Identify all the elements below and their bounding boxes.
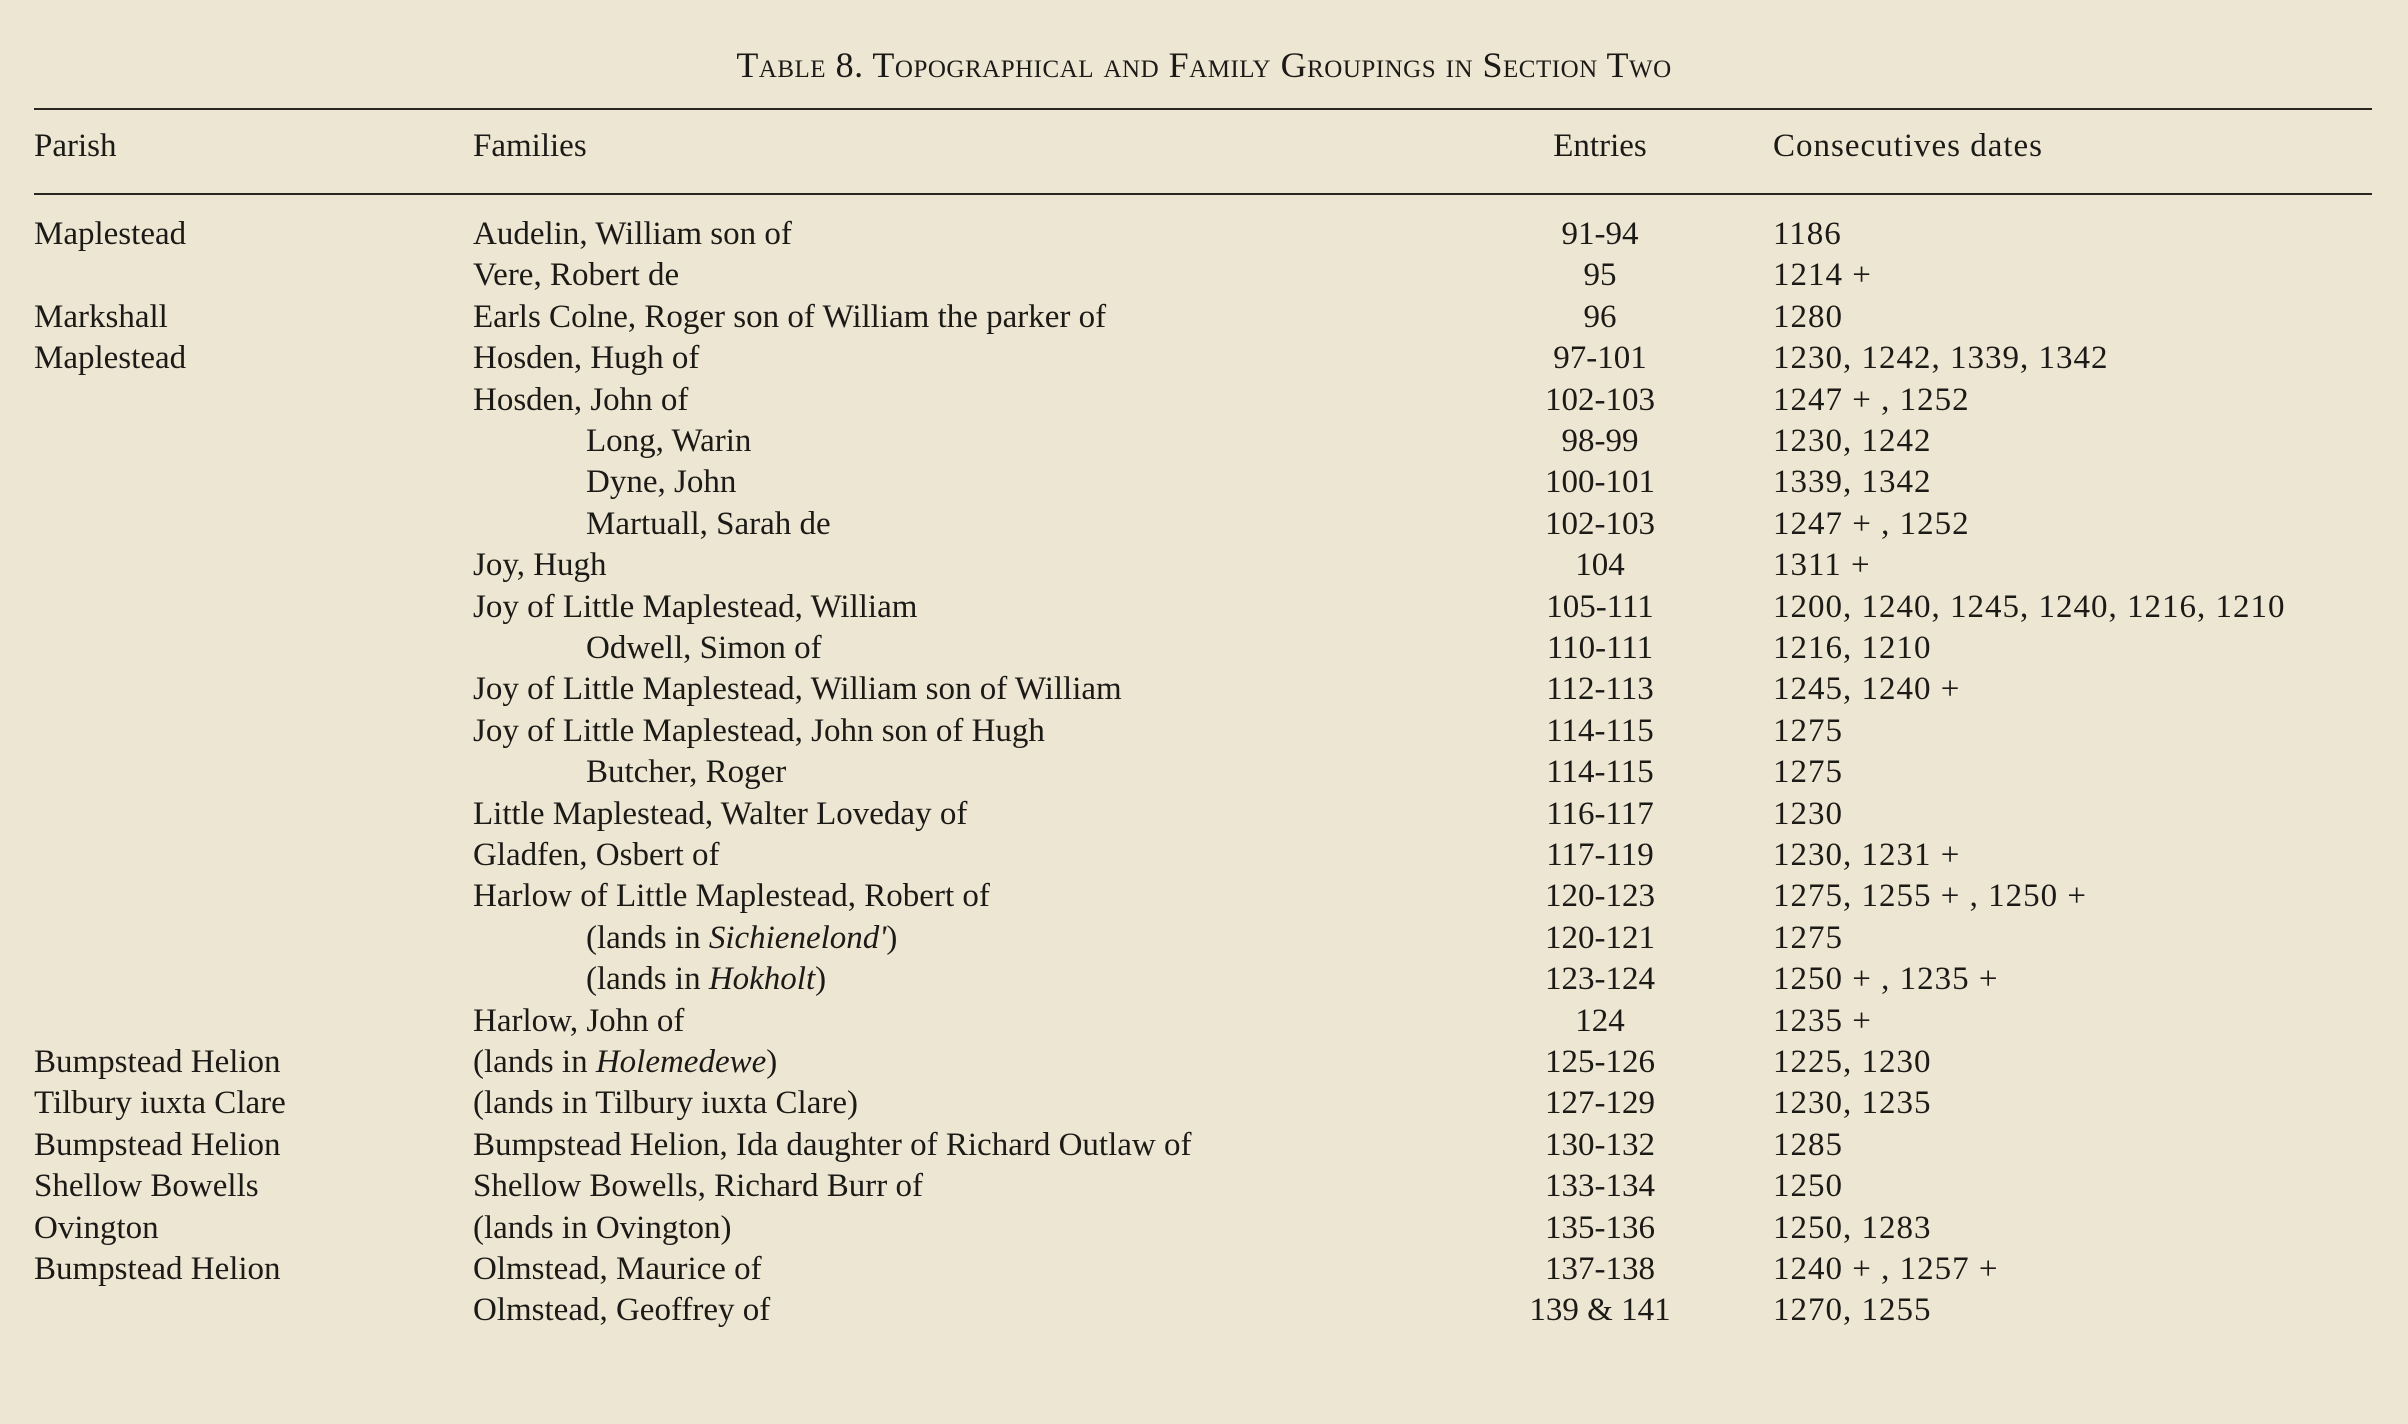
dates-cell: 1275, 1255 + , 1250 +	[1773, 878, 2087, 914]
family-text: Joy of Little Maplestead, William son of William	[473, 671, 1122, 707]
family-cell	[473, 547, 607, 584]
header-parish: Parish	[34, 128, 117, 164]
family-cell	[473, 382, 688, 419]
family-cell	[473, 257, 679, 294]
family-cell	[473, 1003, 684, 1040]
family-text-end: )	[886, 920, 898, 956]
family-text: Earls Colne, Roger son of William the parker of	[473, 299, 1107, 335]
dates-cell: 1230, 1242, 1339, 1342	[1773, 340, 2109, 376]
parish-cell: Maplestead	[34, 340, 187, 376]
family-text: (lands in Ovington)	[473, 1210, 732, 1246]
entries-cell: 120-123	[1545, 878, 1655, 914]
family-text: Martuall, Sarah de	[586, 506, 831, 542]
entries-cell: 117-119	[1546, 837, 1654, 873]
parish-cell: Bumpstead Helion	[34, 1044, 281, 1080]
entries-cell: 124	[1575, 1003, 1625, 1039]
dates-cell: 1200, 1240, 1245, 1240, 1216, 1210	[1773, 589, 2286, 625]
entries-cell: 123-124	[1545, 961, 1655, 997]
dates-cell: 1250 + , 1235 +	[1773, 961, 1999, 997]
family-cell	[473, 1168, 923, 1205]
dates-cell: 1216, 1210	[1773, 630, 1932, 666]
header-families: Families	[473, 128, 587, 164]
entries-cell: 135-136	[1545, 1210, 1655, 1246]
family-cell	[586, 464, 736, 501]
dates-cell: 1275	[1773, 920, 1843, 956]
family-text: Audelin, William son of	[473, 216, 792, 252]
family-text: Gladfen, Osbert of	[473, 837, 720, 873]
header-rule	[34, 193, 2372, 195]
family-cell	[473, 878, 990, 915]
family-cell	[473, 837, 720, 874]
family-text: Joy of Little Maplestead, John son of Hugh	[473, 713, 1045, 749]
family-text: Vere, Robert de	[473, 257, 680, 293]
family-text: Hosden, Hugh of	[473, 340, 700, 376]
dates-cell: 1275	[1773, 713, 1843, 749]
entries-cell: 130-132	[1545, 1127, 1655, 1163]
family-text: Joy, Hugh	[473, 547, 607, 583]
family-cell	[473, 299, 1106, 336]
entries-cell: 139 & 141	[1529, 1292, 1671, 1328]
family-text: Dyne, John	[586, 464, 737, 500]
dates-cell: 1245, 1240 +	[1773, 671, 1961, 707]
family-cell	[473, 1044, 777, 1081]
dates-cell: 1275	[1773, 754, 1843, 790]
parish-cell: Bumpstead Helion	[34, 1251, 281, 1287]
family-place-name: Hokholt	[708, 961, 816, 997]
dates-cell: 1186	[1773, 216, 1842, 252]
family-cell	[473, 796, 967, 833]
dates-cell: 1285	[1773, 1127, 1843, 1163]
family-text: Bumpstead Helion, Ida daughter of Richard Outlaw of	[473, 1127, 1192, 1163]
family-text-end: )	[815, 961, 827, 997]
dates-cell: 1339, 1342	[1773, 464, 1932, 500]
family-text: (lands in	[586, 961, 709, 997]
dates-cell: 1235 +	[1773, 1003, 1872, 1039]
family-cell	[473, 671, 1122, 708]
family-cell	[473, 216, 792, 253]
family-text: Harlow, John of	[473, 1003, 685, 1039]
parish-cell: Maplestead	[34, 216, 187, 252]
entries-cell: 110-111	[1546, 630, 1654, 666]
entries-cell: 112-113	[1546, 671, 1654, 707]
dates-cell: 1311 +	[1773, 547, 1871, 583]
dates-cell: 1214 +	[1773, 257, 1872, 293]
family-text: (lands in	[586, 920, 709, 956]
family-text: Hosden, John of	[473, 382, 689, 418]
parish-cell: Shellow Bowells	[34, 1168, 259, 1204]
dates-cell: 1250	[1773, 1168, 1843, 1204]
parish-cell: Tilbury iuxta Clare	[34, 1085, 286, 1121]
entries-cell: 95	[1583, 257, 1617, 293]
entries-cell: 127-129	[1545, 1085, 1655, 1121]
parish-cell: Bumpstead Helion	[34, 1127, 281, 1163]
family-text-end: )	[766, 1044, 778, 1080]
family-cell	[473, 713, 1045, 750]
family-text: Olmstead, Maurice of	[473, 1251, 762, 1287]
entries-cell: 97-101	[1553, 340, 1647, 376]
entries-cell: 133-134	[1545, 1168, 1655, 1204]
family-cell	[473, 340, 699, 377]
family-cell	[473, 1210, 731, 1247]
entries-cell: 96	[1583, 299, 1617, 335]
family-cell	[586, 423, 751, 460]
family-text: Olmstead, Geoffrey of	[473, 1292, 771, 1328]
dates-cell: 1230	[1773, 796, 1843, 832]
family-cell	[586, 961, 826, 998]
entries-cell: 105-111	[1546, 589, 1654, 625]
table-title: Table 8. Topographical and Family Groupings in Section Two	[736, 45, 1672, 85]
family-cell	[473, 1251, 762, 1288]
family-cell	[586, 630, 822, 667]
family-text: Odwell, Simon of	[586, 630, 822, 666]
entries-cell: 102-103	[1545, 506, 1655, 542]
entries-cell: 102-103	[1545, 382, 1655, 418]
family-text: Butcher, Roger	[586, 754, 787, 790]
family-text: (lands in	[473, 1044, 596, 1080]
dates-cell: 1240 + , 1257 +	[1773, 1251, 1999, 1287]
family-cell	[473, 589, 917, 626]
parish-cell: Ovington	[34, 1210, 159, 1246]
dates-cell: 1250, 1283	[1773, 1210, 1932, 1246]
family-cell	[586, 754, 786, 791]
family-text: (lands in Tilbury iuxta Clare)	[473, 1085, 858, 1121]
dates-cell: 1280	[1773, 299, 1843, 335]
entries-cell: 98-99	[1561, 423, 1639, 459]
family-text: Harlow of Little Maplestead, Robert of	[473, 878, 990, 914]
family-cell	[586, 920, 897, 957]
header-dates: Consecutives dates	[1773, 128, 2044, 164]
entries-cell: 114-115	[1546, 754, 1654, 790]
family-text: Joy of Little Maplestead, William	[473, 589, 918, 625]
dates-cell: 1230, 1235	[1773, 1085, 1932, 1121]
family-cell	[586, 506, 831, 543]
dates-cell: 1247 + , 1252	[1773, 382, 1970, 418]
family-text: Little Maplestead, Walter Loveday of	[473, 796, 968, 832]
family-cell	[473, 1085, 858, 1122]
entries-cell: 114-115	[1546, 713, 1654, 749]
dates-cell: 1270, 1255	[1773, 1292, 1932, 1328]
family-place-name: Sichienelond'	[708, 920, 887, 956]
family-cell	[473, 1292, 770, 1329]
top-rule	[34, 108, 2372, 110]
dates-cell: 1225, 1230	[1773, 1044, 1932, 1080]
dates-cell: 1230, 1231 +	[1773, 837, 1961, 873]
entries-cell: 125-126	[1545, 1044, 1655, 1080]
dates-cell: 1247 + , 1252	[1773, 506, 1970, 542]
entries-cell: 116-117	[1546, 796, 1654, 832]
parish-cell: Markshall	[34, 299, 168, 335]
dates-cell: 1230, 1242	[1773, 423, 1932, 459]
family-text: Shellow Bowells, Richard Burr of	[473, 1168, 924, 1204]
entries-cell: 137-138	[1545, 1251, 1655, 1287]
entries-cell: 100-101	[1545, 464, 1655, 500]
family-cell	[473, 1127, 1191, 1164]
family-text: Long, Warin	[586, 423, 752, 459]
entries-cell: 120-121	[1545, 920, 1655, 956]
header-entries: Entries	[1553, 128, 1647, 164]
entries-cell: 104	[1575, 547, 1625, 583]
family-place-name: Holemedewe	[595, 1044, 767, 1080]
entries-cell: 91-94	[1561, 216, 1639, 252]
